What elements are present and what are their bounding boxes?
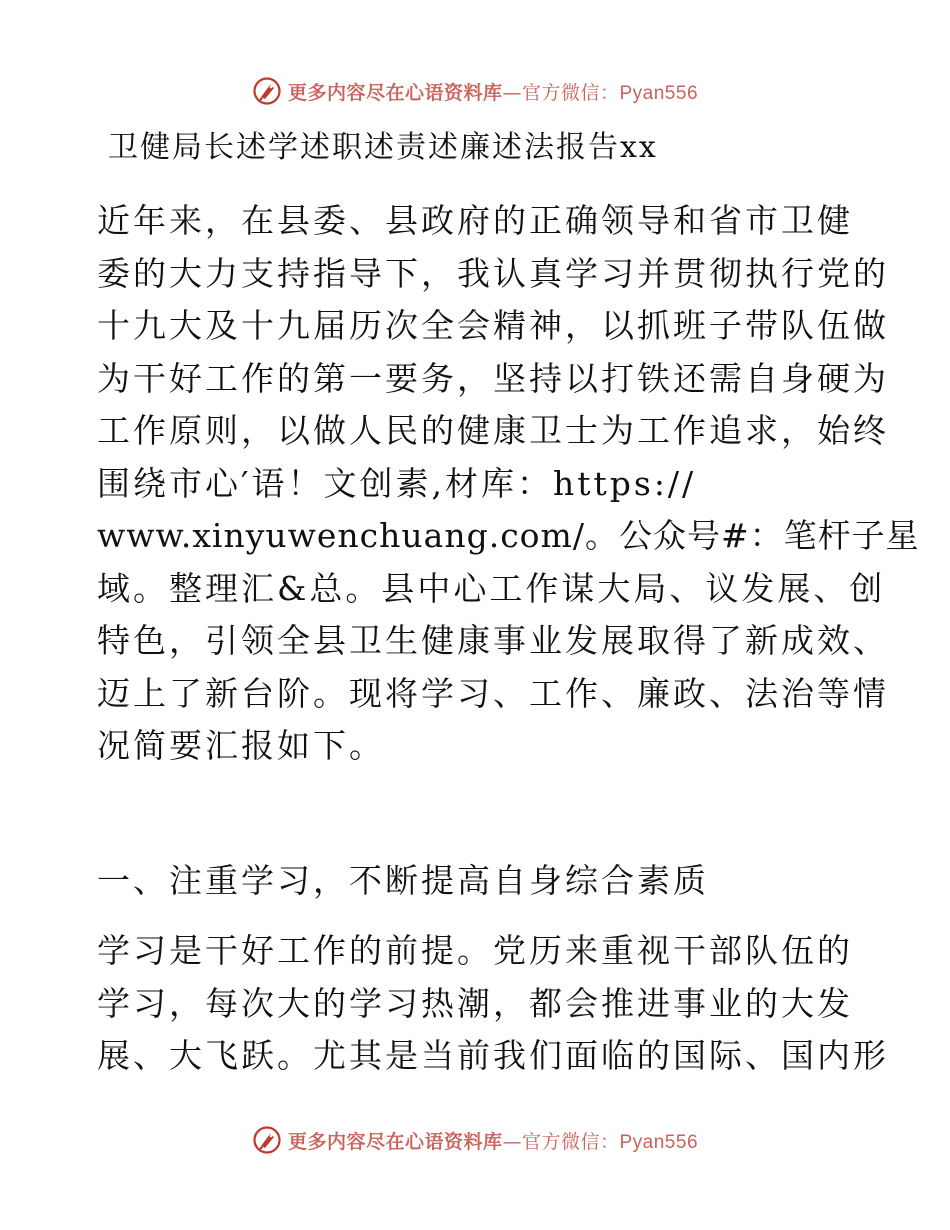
banner-site-text: 更多内容尽在心语资料库 [287, 81, 503, 104]
paragraph-line: 迈上了新台阶。现将学习、工作、廉政、法治等情 [97, 673, 889, 713]
paragraph-line: 况简要汇报如下。 [97, 726, 385, 765]
banner-separator: — [502, 81, 522, 104]
header-watermark-banner [0, 71, 950, 111]
paragraph-intro [97, 195, 920, 773]
paragraph-study [97, 925, 889, 1083]
paragraph-line: 工作原则，以做人民的健康卫士为工作追求，始终 [97, 411, 889, 450]
banner-text [288, 78, 698, 105]
banner-separator: — [502, 1130, 522, 1153]
paragraph-line: 展、大飞跃。尤其是当前我们面临的国际、国内形 [97, 1036, 889, 1075]
section-heading-text: 一、注重学习，不断提高自身综合素质 [97, 861, 709, 900]
paragraph-line: 近年来，在县委、县政府的正确领导和省市卫健 [97, 201, 853, 240]
paragraph-line: 学习是干好工作的前提。党历来重视干部队伍的 [97, 931, 853, 970]
banner-wechat-label: 官方微信： [521, 81, 620, 104]
section-heading [97, 855, 857, 908]
banner-wechat-id: Pyan556 [619, 1131, 699, 1153]
paragraph-line: www.xinyuwenchuang.com/。公众号#：笔杆子星 [97, 516, 920, 555]
banner-text [288, 1127, 698, 1154]
paragraph-line: 围绕市心′语！文创素,材库：https:// [97, 463, 697, 503]
paragraph-line: 学习，每次大的学习热潮，都会推进事业的大发 [97, 983, 853, 1023]
banner-wechat-label: 官方微信： [521, 1130, 620, 1153]
paragraph-line: 特色，引领全县卫生健康事业发展取得了新成效、 [97, 621, 889, 660]
paragraph-line: 域。整理汇&总。县中心工作谋大局、议发展、创 [97, 568, 886, 608]
paragraph-line: 为干好工作的第一要务，坚持以打铁还需自身硬为 [97, 358, 889, 398]
pen-nib-logo-icon [252, 76, 282, 106]
paragraph-line: 十九大及十九届历次全会精神，以抓班子带队伍做 [97, 306, 889, 345]
paragraph-line: 委的大力支持指导下，我认真学习并贯彻执行党的 [97, 253, 889, 293]
banner-site-text: 更多内容尽在心语资料库 [287, 1130, 503, 1153]
footer-watermark-banner [0, 1120, 950, 1160]
document-title: 卫健局长述学述职述责述廉述法报告xx [108, 130, 658, 165]
pen-nib-logo-icon [252, 1125, 282, 1155]
banner-wechat-id: Pyan556 [619, 82, 699, 104]
